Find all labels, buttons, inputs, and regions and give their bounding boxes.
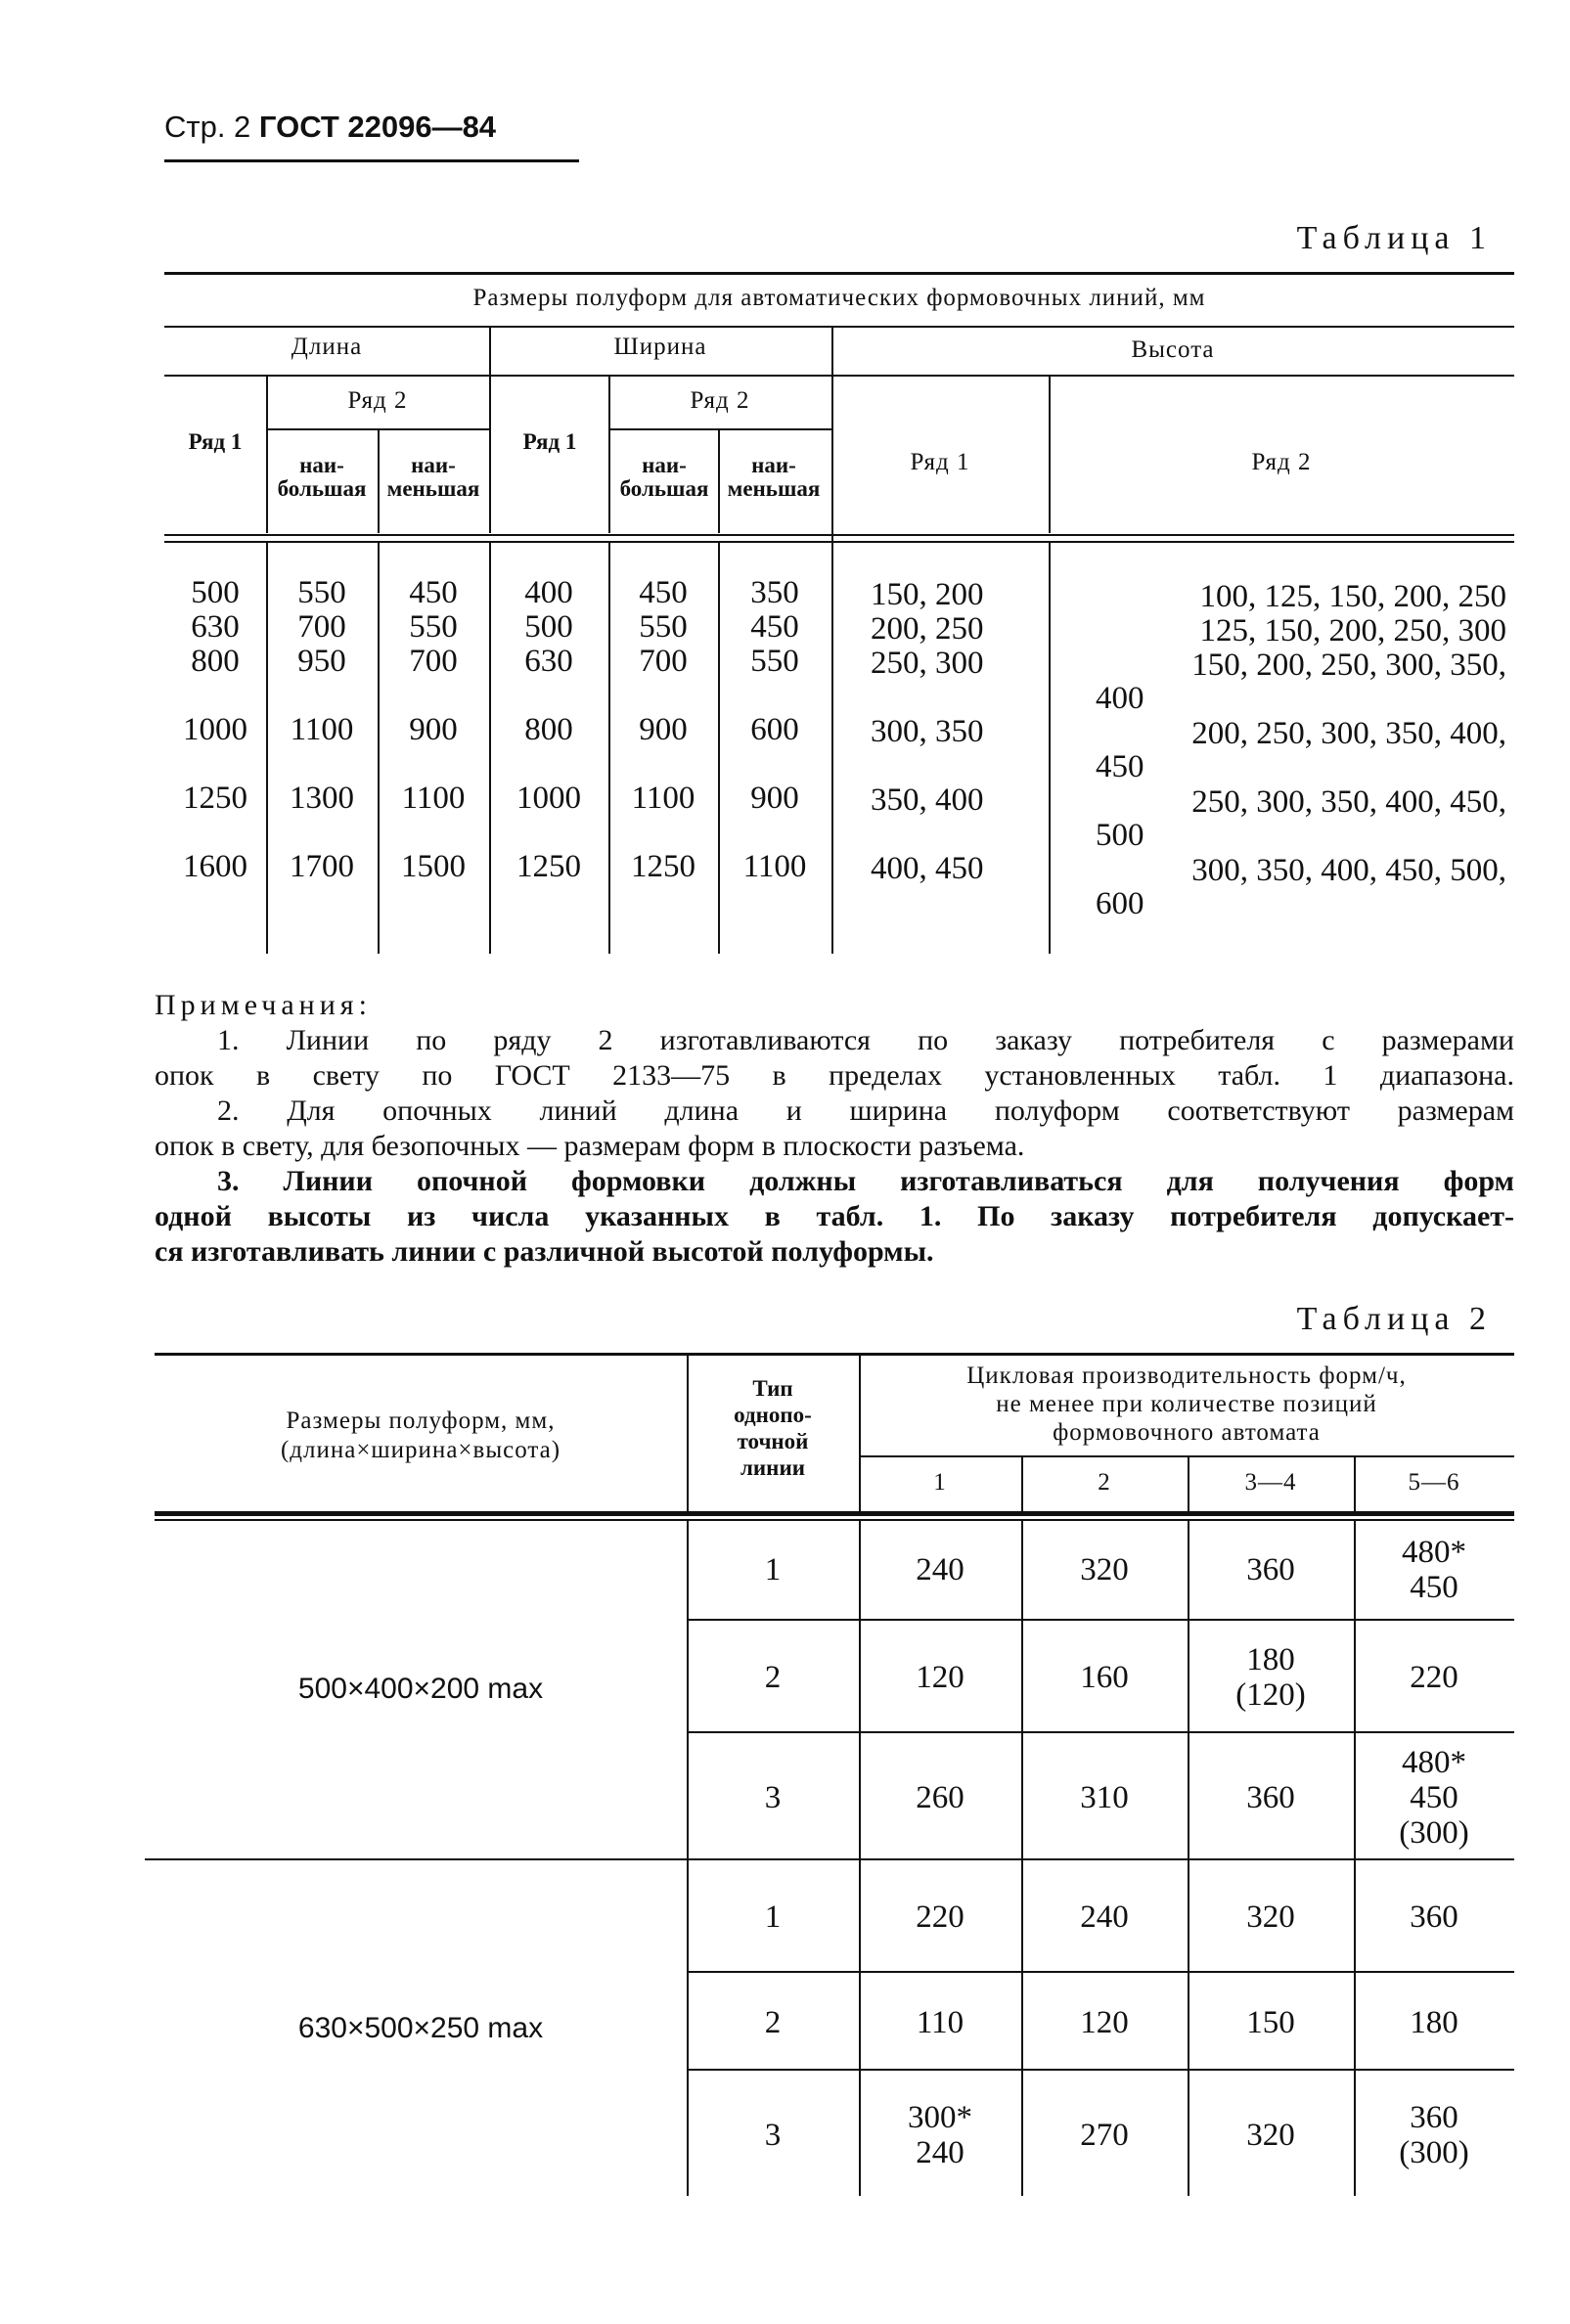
t1-cell-h1: 300, 350 [871,714,984,749]
t1-cell-l2min: 700 [409,644,458,679]
t1-cell-h2: 150, 200, 250, 300, 350, [1191,648,1506,683]
t2-p34-cell: 150 [1246,2004,1295,2040]
t1-cell-h1: 350, 400 [871,782,984,818]
t1-cell-w2min: 900 [750,781,799,816]
t1-cell-w2max: 450 [639,575,688,610]
t1-cell-l2min: 550 [409,609,458,645]
t2-p56-cell: 360 [1410,2099,1458,2135]
note-3-line1: 3. Линии опочной формовки должны изготавливаться для получения форм [217,1165,1514,1197]
t2-head-type: Тип однопо- точной линии [734,1376,812,1480]
table2-row-rule [145,1858,1514,1860]
t1-cell-h2: 200, 250, 300, 350, 400, [1191,716,1506,751]
t1-cell-l2max: 1700 [290,849,354,884]
table2-row-rule [687,1619,1514,1621]
t1-cell-w1: 630 [524,644,573,679]
t1-length-row1: Ряд 1 [188,429,243,454]
t2-p56-cell: 220 [1410,1660,1458,1695]
t2-p1-cell: 300* [908,2099,972,2135]
t1-height-row2: Ряд 2 [1251,449,1312,475]
t1-cell-w1: 1000 [516,781,581,816]
t1-cell-h1: 400, 450 [871,851,984,886]
page-header [164,110,496,145]
t1-head-width: Ширина [613,334,707,360]
t1-cell-h2-cont: 600 [1096,886,1144,921]
t2-p56-cell: 450 [1410,1779,1458,1815]
t1-length-smallest: наи-меньшая [386,453,480,501]
t2-size-cell: 630×500×250 max [297,2012,544,2044]
t2-p1-cell: 260 [916,1779,964,1815]
note-1-line2: опок в свету по ГОСТ 2133—75 в пределах установленных табл. 1 диапазона. [155,1059,1514,1092]
t1-cell-l1: 630 [191,609,240,645]
t2-p1-cell: 110 [916,2004,964,2040]
note-2-line1: 2. Для опочных линий длина и ширина полуформ соответствуют размерам [217,1095,1514,1127]
t2-p56-cell: (300) [1399,2134,1469,2170]
t1-head-height: Высота [1131,336,1215,363]
t1-cell-w2max: 1250 [631,849,695,884]
t2-p56-cell: 180 [1410,2004,1458,2040]
t2-size-cell: 500×400×200 max [297,1672,544,1705]
t2-p2-cell: 160 [1080,1660,1129,1695]
t2-type-cell: 2 [764,2004,782,2040]
t1-cell-l1: 500 [191,575,240,610]
t1-cell-l1: 800 [191,644,240,679]
t2-p34-cell: 180 [1246,1642,1295,1677]
table2-row-rule [687,1971,1514,1973]
t2-pos-3-4: 3—4 [1244,1469,1297,1496]
t2-p56-cell: 360 [1410,1899,1458,1935]
note-1-line1: 1. Линии по ряду 2 изготавливаются по заказу потребителя с размерами [217,1024,1514,1056]
t1-width-largest: наи-большая [619,453,709,501]
t1-length-largest: наи-большая [277,453,367,501]
t1-height-row1: Ряд 1 [910,449,970,475]
t1-cell-w1: 500 [524,609,573,645]
t1-width-smallest: наи-меньшая [727,453,821,501]
t1-cell-l2min: 1100 [401,781,466,816]
t1-cell-l2max: 550 [297,575,346,610]
t2-p1-cell: 240 [916,1552,964,1587]
t2-p2-cell: 310 [1080,1779,1129,1815]
t2-head-size: Размеры полуформ, мм, (длина×ширина×высота) [280,1408,561,1463]
t2-type-cell: 2 [764,1660,782,1695]
t1-cell-l2max: 1100 [290,712,354,747]
t2-p2-cell: 120 [1080,2004,1129,2040]
notes-title: Примечания: [155,989,372,1021]
t2-type-cell: 1 [764,1552,782,1587]
notes [155,988,1514,1270]
t1-cell-w2max: 700 [639,644,688,679]
t2-p34-cell-b: (120) [1235,1677,1306,1713]
t1-cell-w2max: 900 [639,712,688,747]
t2-pos-5-6: 5—6 [1408,1469,1460,1496]
t2-p56-cell: 480* [1402,1744,1466,1780]
t1-cell-l1: 1000 [183,712,247,747]
table1-caption: Размеры полуформ для автоматических формовочных линий, мм [472,285,1206,311]
t1-width-row2: Ряд 2 [690,387,750,414]
t1-cell-h2: 300, 350, 400, 450, 500, [1191,853,1506,888]
t1-cell-l1: 1250 [183,781,247,816]
t1-cell-w2min: 550 [750,644,799,679]
t2-p56-cell: 480* [1402,1535,1466,1570]
t1-cell-h1: 250, 300 [871,646,984,681]
t2-p1-cell: 220 [916,1899,964,1935]
t1-cell-l1: 1600 [183,849,247,884]
t2-type-cell: 3 [764,1779,782,1815]
t2-p2-cell: 270 [1080,2117,1129,2153]
t1-length-row2: Ряд 2 [347,387,408,414]
t1-cell-h2-cont: 400 [1096,681,1144,716]
t1-cell-w2min: 600 [750,712,799,747]
table2-row-rule [687,2069,1514,2071]
t1-cell-l2min: 900 [409,712,458,747]
t2-type-cell: 1 [764,1899,782,1935]
t1-cell-h1: 150, 200 [871,577,984,612]
note-2-line2: опок в свету, для безопочных — размерам форм в плоскости разъема. [155,1130,1025,1162]
table2-row-rule [687,1731,1514,1733]
t2-p2-cell: 240 [1080,1899,1129,1935]
t1-cell-w2min: 1100 [742,849,807,884]
t1-cell-l2max: 700 [297,609,346,645]
t2-pos-1: 1 [933,1469,947,1496]
page-number: Стр. 2 [164,110,251,144]
t1-width-row1: Ряд 1 [522,429,577,454]
t1-cell-h2: 250, 300, 350, 400, 450, [1191,784,1506,820]
table1-label: Таблица 1 [1296,220,1492,256]
t2-p2-cell: 320 [1080,1552,1129,1587]
t1-cell-w1: 400 [524,575,573,610]
t1-cell-w2max: 550 [639,609,688,645]
header-rule [164,159,579,162]
t1-cell-l2max: 950 [297,644,346,679]
standard-number: ГОСТ 22096—84 [258,110,497,144]
t1-cell-h2-cont: 450 [1096,749,1144,784]
t1-cell-h2: 125, 150, 200, 250, 300 [1199,613,1506,648]
t1-cell-w2max: 1100 [631,781,695,816]
t1-cell-h1: 200, 250 [871,611,984,647]
t1-cell-l2min: 450 [409,575,458,610]
t2-p34-cell: 360 [1246,1552,1295,1587]
t2-p34-cell: 360 [1246,1779,1295,1815]
t1-cell-w2min: 350 [750,575,799,610]
t2-p1-cell: 120 [916,1660,964,1695]
t1-head-length: Длина [291,334,363,360]
table2-label: Таблица 2 [1296,1301,1492,1337]
t1-cell-w1: 1250 [516,849,581,884]
t2-type-cell: 3 [764,2117,782,2153]
t1-cell-w1: 800 [524,712,573,747]
t2-pos-2: 2 [1098,1469,1111,1496]
t1-cell-w2min: 450 [750,609,799,645]
t2-p34-cell: 320 [1246,1899,1295,1935]
t1-cell-l2max: 1300 [290,781,354,816]
t1-cell-h2-cont: 500 [1096,818,1144,853]
note-3-line2: одной высоты из числа указанных в табл. 1. По заказу потребителя допускает- [155,1200,1514,1232]
t2-p56-cell: (300) [1399,1814,1469,1851]
t2-p56-cell: 450 [1410,1570,1458,1605]
t2-p1-cell-b: 240 [916,2134,964,2170]
t2-head-productivity: Цикловая производительность форм/ч, не менее при количестве позиций формовочного автомата [966,1363,1407,1446]
note-3-line3: ся изготавливать линии с различной высотой полуформы. [155,1235,934,1268]
t1-cell-h2: 100, 125, 150, 200, 250 [1199,579,1506,614]
t1-cell-l2min: 1500 [401,849,466,884]
t2-p34-cell: 320 [1246,2117,1295,2153]
